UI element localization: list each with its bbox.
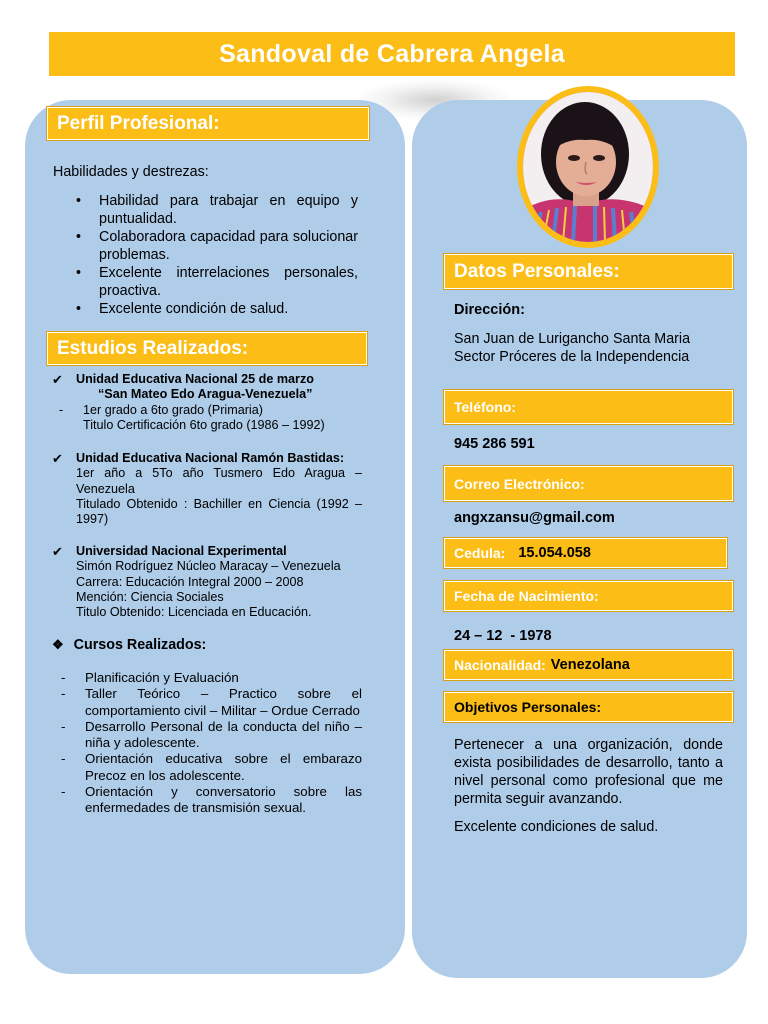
objetivos-text: Pertenecer a una organización, donde exista posibilidades de desarrollo, tanto a nivel personal como profesional que me permita seguir avanzando. (454, 737, 723, 807)
education-title: Unidad Educativa Nacional 25 de marzo (76, 372, 314, 386)
list-item: - Planificación y Evaluación (55, 670, 362, 686)
education-details (53, 403, 363, 434)
education-entry (52, 451, 362, 527)
nacionalidad-label: Nacionalidad: (454, 657, 546, 673)
list-item: - Desarrollo Personal de la conducta del niño – niña y adolescente. (55, 719, 362, 752)
direccion-value: San Juan de Lurigancho Santa Maria Sector Próceres de la Independencia (454, 331, 691, 365)
diamond-bullet-icon: ❖ (52, 637, 64, 652)
correo-value: angxzansu@gmail.com (454, 510, 615, 526)
education-title: Unidad Educativa Nacional Ramón Bastidas: (76, 451, 345, 465)
education-detail: Mención: Ciencia Sociales (76, 589, 224, 604)
education-detail: Simón Rodríguez Núcleo Maracay – Venezuela (76, 559, 341, 574)
correo-label: Correo Electrónico: (444, 466, 733, 501)
cedula-label: Cedula: (454, 545, 506, 561)
telefono-value: 945 286 591 (454, 436, 535, 452)
check-icon: ✔ (52, 451, 63, 466)
cedula-row (444, 538, 727, 568)
check-icon: ✔ (52, 544, 63, 559)
education-detail: 1er año a 5To año Tusmero Edo Aragua – Venezuela (76, 466, 362, 496)
list-item: • Habilidad para trabajar en equipo y puntualidad. (53, 192, 358, 228)
check-icon: ✔ (52, 372, 63, 387)
profile-photo (523, 92, 653, 242)
list-item: • Excelente condición de salud. (53, 300, 358, 318)
cursos-list (55, 670, 362, 817)
education-detail: Titulo Certificación 6to grado (1986 – 1992) (83, 418, 325, 433)
education-entry (52, 544, 362, 620)
perfil-header: Perfil Profesional: (47, 107, 369, 140)
objetivos-text-2: Excelente condiciones de salud. (454, 819, 659, 835)
list-item: • Colaboradora capacidad para solucionar problemas. (53, 228, 358, 264)
list-item: - Orientación educativa sobre el embarazo Precoz en los adolescente. (55, 751, 362, 784)
objetivos-label: Objetivos Personales: (444, 692, 733, 722)
fecha-label: Fecha de Nacimiento: (444, 581, 733, 611)
education-detail: - 1er grado a 6to grado (Primaria) (53, 403, 363, 418)
estudios-header: Estudios Realizados: (47, 332, 367, 365)
cedula-value: 15.054.058 (518, 545, 591, 561)
skills-list (53, 192, 358, 318)
list-item: - Orientación y conversatorio sobre las enfermedades de transmisión sexual. (55, 784, 362, 817)
list-item: • Excelente interrelaciones personales, proactiva. (53, 264, 358, 300)
nacionalidad-row (444, 650, 733, 680)
fecha-value: 24 – 12 - 1978 (454, 628, 552, 644)
direccion-label: Dirección: (454, 302, 525, 318)
education-location: “San Mateo Edo Aragua-Venezuela” (98, 387, 313, 402)
page-title: Sandoval de Cabrera Angela (49, 32, 735, 76)
list-item: - Taller Teórico – Practico sobre el comportamiento civil – Militar – Ordue Cerrado (55, 686, 362, 719)
telefono-label: Teléfono: (444, 390, 733, 424)
profile-photo-frame (517, 86, 659, 248)
education-detail: Titulo Obtenido: Licenciada en Educación. (76, 605, 312, 620)
education-entry (52, 372, 362, 403)
nacionalidad-value: Venezolana (550, 657, 630, 673)
education-detail: Titulado Obtenido : Bachiller en Ciencia (1992 – 1997) (76, 496, 362, 527)
education-detail: Carrera: Educación Integral 2000 – 2008 (76, 574, 304, 589)
datos-header: Datos Personales: (444, 254, 733, 289)
cursos-header: ❖ Cursos Realizados: (52, 637, 207, 653)
skills-intro: Habilidades y destrezas: (53, 164, 209, 180)
education-title: Universidad Nacional Experimental (76, 544, 287, 558)
